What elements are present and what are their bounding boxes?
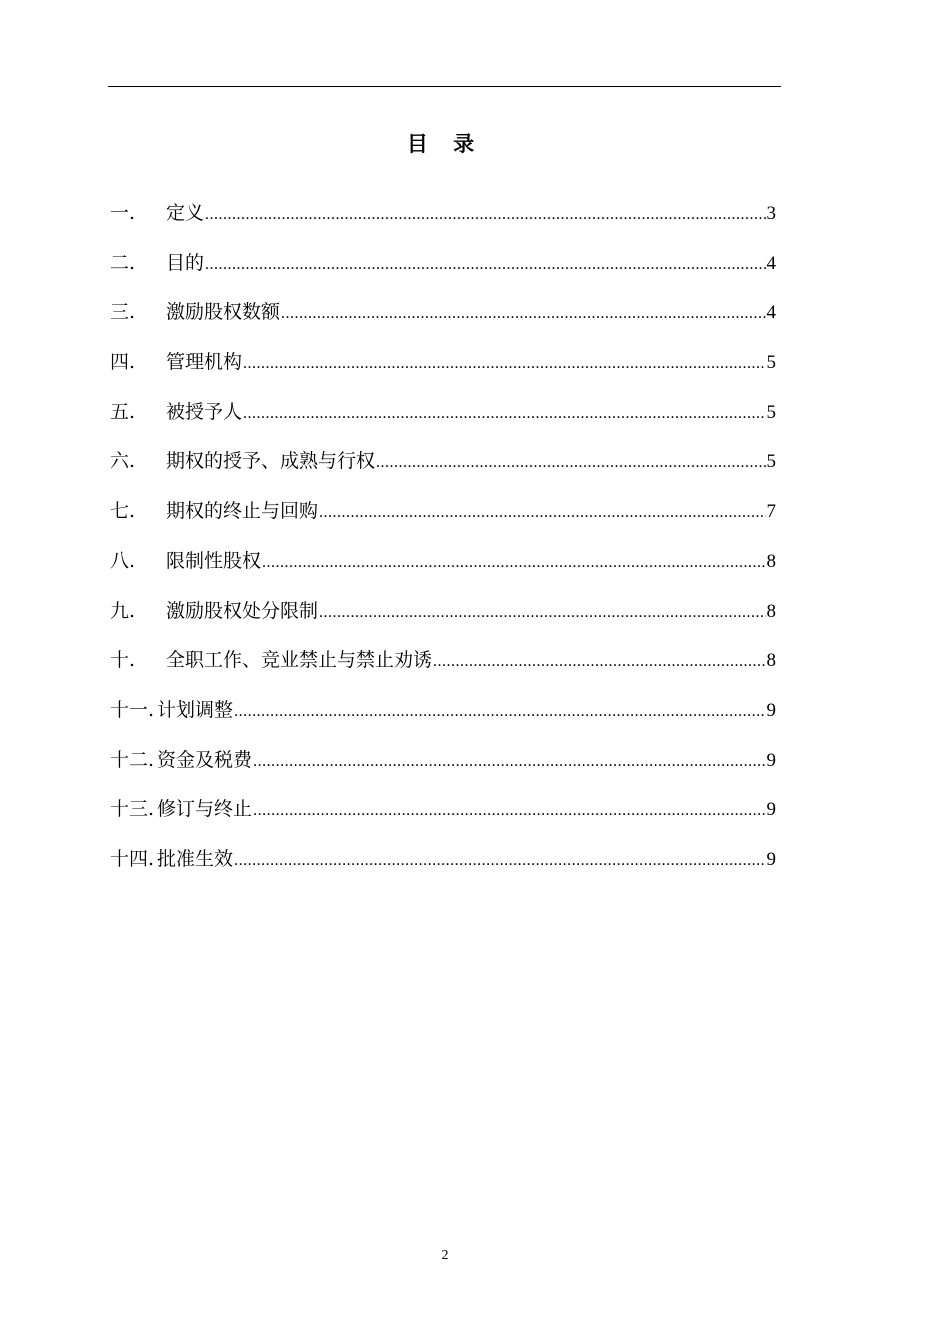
- toc-entry-label: 全职工作、竞业禁止与禁止劝诱: [166, 649, 433, 672]
- header-rule: [108, 86, 781, 87]
- toc-entry[interactable]: [110, 347, 776, 397]
- toc-entry[interactable]: [110, 596, 776, 646]
- toc-dot-leader: [253, 753, 765, 771]
- toc-dot-leader: [319, 504, 765, 522]
- toc-entry-label: 定义: [166, 202, 205, 224]
- toc-entry-label: 目的: [166, 251, 205, 274]
- toc-entry-page: 4: [766, 252, 776, 274]
- toc-entry-number: 三.: [110, 301, 136, 324]
- toc-entry[interactable]: [110, 297, 776, 347]
- toc-dot-leader: [433, 653, 765, 671]
- toc-entry-page: 9: [766, 799, 776, 821]
- toc-entry-label: 资金及税费: [157, 748, 253, 771]
- toc-entry-label: 激励股权处分限制: [166, 599, 319, 622]
- toc-title: 目 录: [406, 131, 484, 156]
- toc-entry-number: 八.: [110, 549, 136, 572]
- toc-entry-number: 十三.: [110, 798, 155, 821]
- toc-dot-leader: [243, 405, 765, 423]
- toc-entry[interactable]: [110, 397, 776, 447]
- toc-entry-page: 5: [766, 451, 776, 473]
- table-of-contents: [110, 198, 776, 894]
- toc-entry-number: 十一.: [110, 698, 155, 721]
- toc-entry-label: 修订与终止: [157, 798, 253, 821]
- toc-entry-label: 管理机构: [166, 351, 243, 374]
- toc-entry[interactable]: [110, 794, 776, 844]
- toc-entry-page: 9: [766, 749, 776, 771]
- toc-dot-leader: [205, 256, 765, 274]
- toc-entry-number: 四.: [110, 351, 136, 374]
- toc-entry-label: 期权的终止与回购: [166, 500, 319, 523]
- page-number: 2: [441, 1248, 449, 1263]
- toc-entry-number: 二.: [110, 251, 136, 274]
- toc-dot-leader: [253, 802, 765, 820]
- toc-entry-number: 九.: [110, 599, 136, 622]
- toc-entry[interactable]: [110, 446, 776, 496]
- toc-entry-page: 7: [766, 501, 776, 523]
- toc-entry[interactable]: [110, 645, 776, 695]
- toc-entry[interactable]: [110, 695, 776, 745]
- toc-entry-page: 8: [766, 600, 776, 622]
- toc-entry-page: 8: [766, 550, 776, 572]
- toc-entry-page: 5: [766, 352, 776, 374]
- toc-entry-number: 七.: [110, 500, 136, 523]
- toc-dot-leader: [234, 703, 765, 721]
- toc-dot-leader: [262, 554, 765, 572]
- toc-entry-number: 十.: [110, 649, 136, 672]
- toc-entry[interactable]: [110, 844, 776, 894]
- toc-dot-leader: [205, 206, 765, 224]
- toc-entry-number: 十二.: [110, 748, 155, 771]
- toc-entry[interactable]: [110, 546, 776, 596]
- toc-entry-label: 激励股权数额: [166, 301, 281, 324]
- toc-dot-leader: [234, 852, 765, 870]
- toc-entry-label: 被授予人: [166, 400, 243, 423]
- toc-entry-page: 4: [766, 302, 776, 324]
- toc-dot-leader: [281, 305, 765, 323]
- toc-dot-leader: [243, 355, 765, 373]
- toc-entry[interactable]: [110, 745, 776, 795]
- toc-entry-label: 计划调整: [157, 698, 234, 721]
- toc-entry-number: 一.: [110, 202, 136, 224]
- toc-entry-page: 8: [766, 650, 776, 672]
- toc-dot-leader: [319, 604, 765, 622]
- toc-dot-leader: [376, 454, 765, 472]
- toc-entry-label: 限制性股权: [166, 549, 262, 572]
- toc-entry[interactable]: [110, 248, 776, 298]
- toc-entry-number: 五.: [110, 400, 136, 423]
- toc-entry-page: 9: [766, 699, 776, 721]
- toc-entry-page: 5: [766, 401, 776, 423]
- toc-entry-page: 3: [766, 203, 776, 224]
- toc-entry-number: 十四.: [110, 847, 155, 870]
- toc-entry-label: 批准生效: [157, 847, 234, 870]
- toc-entry[interactable]: [110, 198, 776, 248]
- toc-entry-label: 期权的授予、成熟与行权: [166, 450, 376, 473]
- toc-entry-page: 9: [766, 848, 776, 870]
- toc-entry[interactable]: [110, 496, 776, 546]
- toc-entry-number: 六.: [110, 450, 136, 473]
